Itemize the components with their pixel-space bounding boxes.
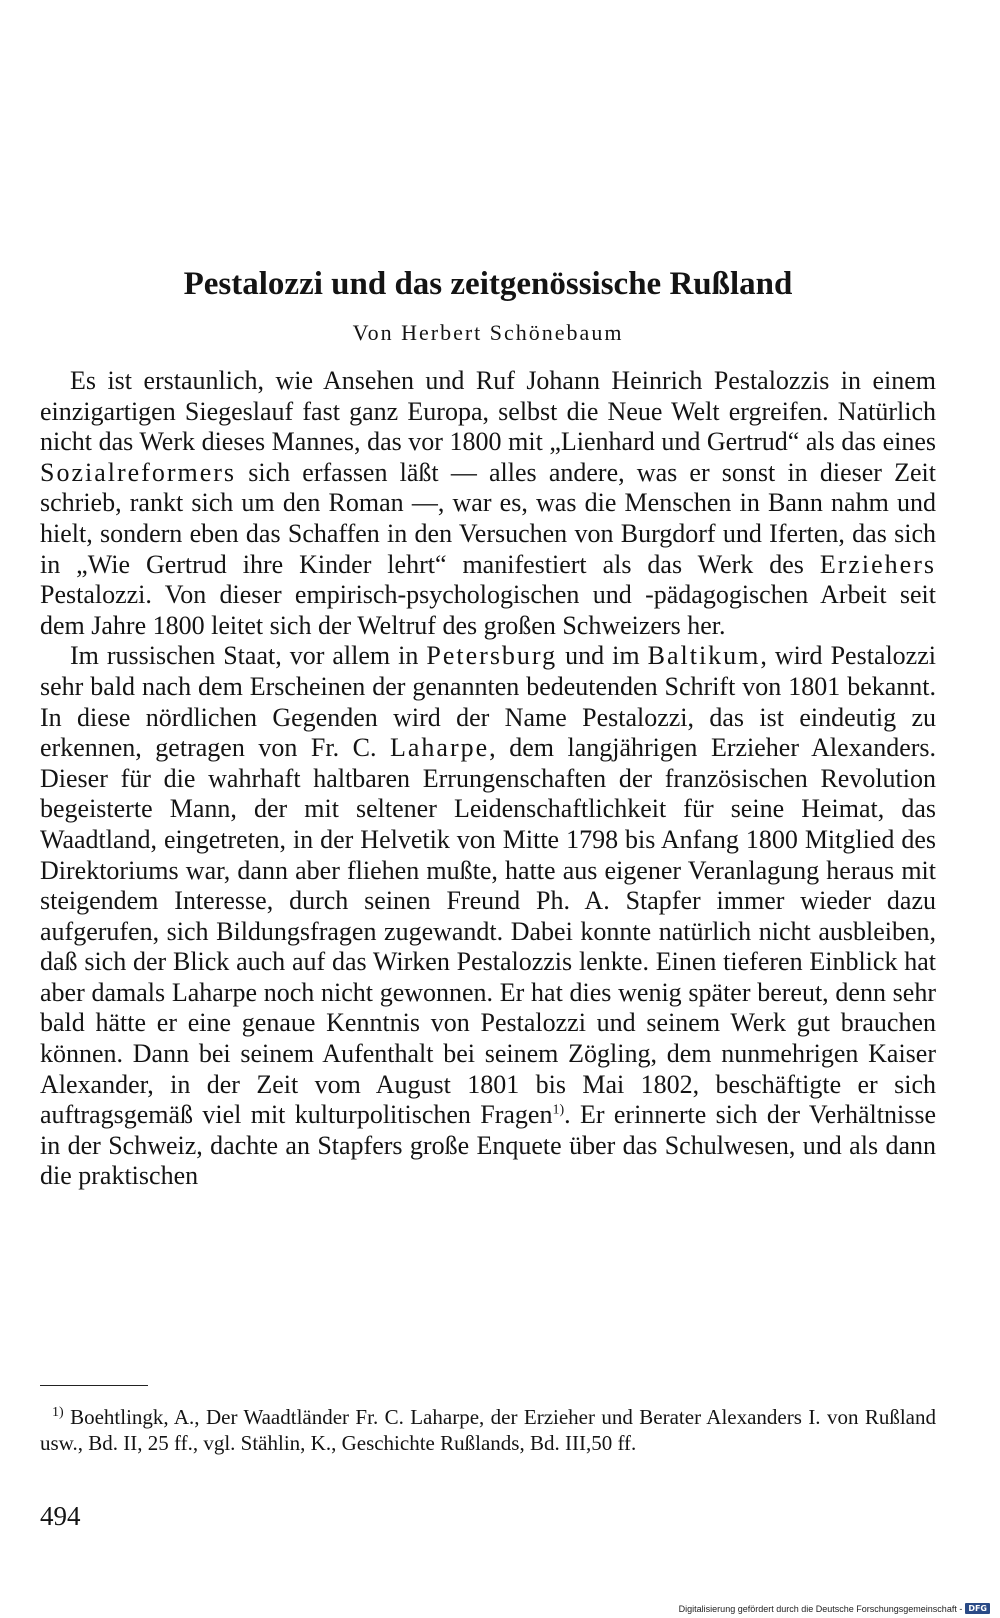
article-title: Pestalozzi und das zeitgenössische Rußland [183, 266, 793, 302]
page-number: 494 [40, 1501, 81, 1531]
footnote-mark: 1) [52, 1405, 64, 1420]
text-run: Pestalozzi. Von dieser empirisch-psychologischen und -pädagogischen Arbeit seit dem Jahre 1800 leitet sich der Weltruf des großen Schweizers her. [40, 580, 936, 640]
digitization-credit [679, 1603, 990, 1614]
emphasized-text: Petersburg [426, 641, 558, 671]
body-paragraph [40, 641, 936, 1192]
emphasized-text: Baltikum [647, 641, 761, 671]
footnote [40, 1404, 936, 1456]
text-run: Es ist erstaunlich, wie Ansehen und Ruf Johann Heinrich Pestalozzis in einem einzigartigen Siegeslauf fast ganz Europa, selbst die Neue Welt ergreifen. Natürlich nicht das Werk dieses Mannes, das vor 1800 mit „Lienhard und Gertrud“ als das eines [40, 366, 936, 457]
text-run: und im [557, 641, 648, 671]
footnote-text: Boehtlingk, A., Der Waadtländer Fr. C. Laharpe, der Erzieher und Berater Alexanders I. von Rußland usw., Bd. II, 25 ff., vgl. Stählin, K., Geschichte Rußlands, Bd. III,50 ff. [40, 1405, 937, 1455]
emphasized-text: Sozialreformers [40, 457, 237, 487]
text-run: . Er erinnerte sich der Verhältnisse in der Schweiz, dachte an Stapfers große Enquete über das Schulwesen, und als dann die praktischen [40, 1100, 936, 1191]
emphasized-text: Erziehers [819, 549, 936, 579]
text-run: , dem langjährigen Erzieher Alexanders. Dieser für die wahrhaft haltbaren Errungenschaften der französischen Revolution begeisterte Mann, der mit seltener Leidenschaftlichkeit für seine Heimat, das Waadtland, eingetreten, in der Helvetik von Mitte 1798 bis Anfang 1800 Mitglied des Direktoriums war, dann aber fliehen mußte, hatte aus eigener Veranlagung heraus mit steigendem Interesse, durch seinen Freund Ph. A. Stapfer immer wieder dazu aufgerufen, sich Bildungsfragen zugewandt. Dabei konnte natürlich nicht ausbleiben, daß sich der Blick auch auf das Wirken Pestalozzis lenkte. Einen tieferen Einblick hat aber damals Laharpe noch nicht gewonnen. Er hat dies wenig später bereut, denn sehr bald hätte er eine genaue Kenntnis von Pestalozzi und seinem Werk gut brauchen können. Dann bei seinem Aufenthalt bei seinem Zögling, dem nunmehrigen Kaiser Alexander, in der Zeit vom August 1801 bis Mai 1802, beschäftigte er sich auftragsgemäß viel mit kulturpolitischen Fragen [40, 733, 937, 1130]
emphasized-text: Laharpe [389, 733, 490, 763]
text-run: sich erfassen läßt — alles andere, was er sonst in dieser Zeit schrieb, rankt sich um den Roman —, war es, was die Menschen in Bann nahm und hielt, sondern eben das Schaffen in den Versuchen von Burgdorf und Iferten, das sich in „Wie Gertrud ihre Kinder lehrt“ manifestiert als das Werk des [40, 457, 936, 579]
footnote-reference: 1) [552, 1102, 565, 1118]
text-run: Im russischen Staat, vor allem in [70, 641, 427, 671]
dfg-logo-icon: DFG [965, 1603, 990, 1614]
article-body [40, 366, 936, 1192]
credit-text: Digitalisierung gefördert durch die Deutsche Forschungsgemeinschaft - [678, 1603, 963, 1614]
article-author: Von Herbert Schönebaum [352, 320, 624, 345]
body-paragraph [40, 366, 936, 641]
document-page [40, 0, 936, 1618]
footnote-divider [40, 1385, 148, 1386]
text-run: , wird Pestalozzi sehr bald nach dem Erscheinen der genannten bedeutenden Schrift von 1801 bekannt. In diese nördlichen Gegenden wird der Name Pestalozzi, das ist eindeutig zu erkennen, getragen von Fr. C. [40, 641, 936, 763]
